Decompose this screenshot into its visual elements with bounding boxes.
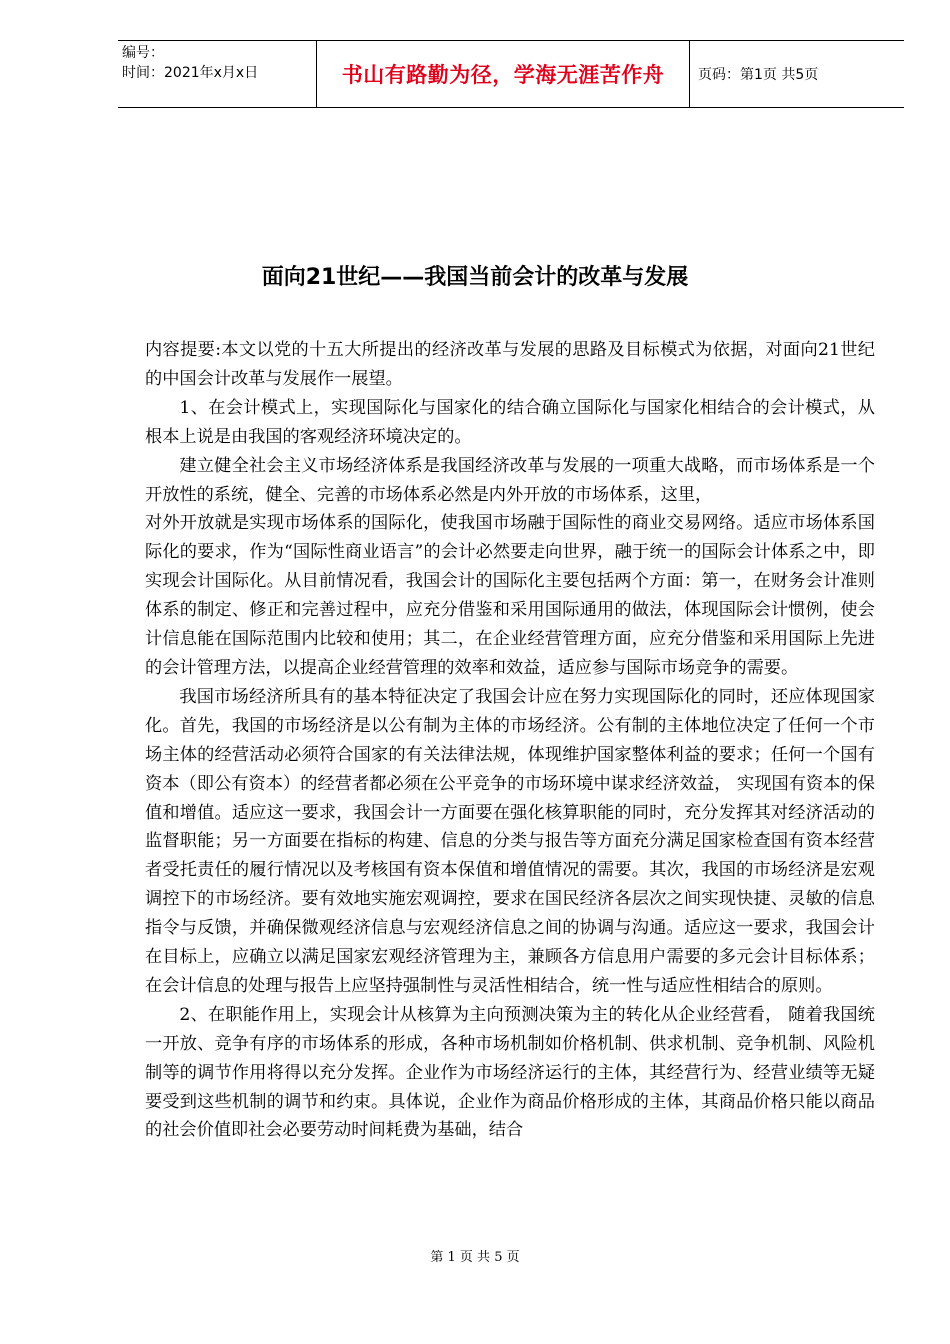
body-paragraph: 我国市场经济所具有的基本特征决定了我国会计应在努力实现国际化的同时，还应体现国家化。首先，我国的市场经济是以公有制为主体的市场经济。公有制的主体地位决定了任何一个市场主体的经营活动必须符合国家的有关法律法规，体现维护国家整体利益的要求；任何一个国有资本（即公有资本）的经营者都必须在公平竞争的市场环境中谋求经济效益， 实现国有资本的保值和增值。适应这一要求，我国会计一方面要在强化核算职能的同时，充分发挥其对经济活动的监督职能；另一方面要在指标的构建、信息的分类与报告等方面充分满足国家检查国有资本经营者受托责任的履行情况以及考核国有资本保值和增值情况的需要。其次，我国的市场经济是宏观调控下的市场经济。要有效地实施宏观调控，要求在国民经济各层次之间实现快捷、灵敏的信息指令与反馈，并确保微观经济信息与宏观经济信息之间的协调与沟通。适应这一要求，我国会计在目标上，应确立以满足国家宏观经济管理为主，兼顾各方信息用户需要的多元会计目标体系；在会计信息的处理与报告上应坚持强制性与灵活性相结合，统一性与适应性相结合的原则。 [145,686,875,996]
header-page-number: 页码：第1页 共5页 [698,67,819,83]
body-paragraph: 建立健全社会主义市场经济体系是我国经济改革与发展的一项重大战略，而市场体系是一个开放性的系统，健全、完善的市场体系必然是内外开放的市场体系，这里， [145,455,875,505]
document-time-label: 时间：2021年x月x日 [122,65,259,81]
header-meta [118,41,316,107]
body-paragraph: 对外开放就是实现市场体系的国际化，使我国市场融于国际性的商业交易网络。适应市场体系国际化的要求，作为“国际性商业语言”的会计必然要走向世界，融于统一的国际会计体系之中，即实现会计国际化。从目前情况看，我国会计的国际化主要包括两个方面：第一，在财务会计准则体系的制定、修正和完善过程中，应充分借鉴和采用国际通用的做法，体现国际会计惯例，使会计信息能在国际范围内比较和使用；其二，在企业经营管理方面，应充分借鉴和采用国际上先进的会计管理方法，以提高企业经营管理的效率和效益，适应参与国际市场竞争的需要。 [145,513,875,678]
page-header [118,40,904,108]
header-motto: 书山有路勤为径，学海无涯苦作舟 [341,63,665,87]
document-body [145,336,875,1145]
document-title: 面向21世纪——我国当前会计的改革与发展 [261,265,689,290]
header-page-cell [690,41,904,107]
header-motto-cell [316,41,690,107]
document-number-label: 编号： [122,45,164,61]
page-footer: 第 1 页 共 5 页 [430,1250,520,1265]
abstract-paragraph: 内容提要:本文以党的十五大所提出的经济改革与发展的思路及目标模式为依据，对面向21世纪的中国会计改革与发展作一展望。 [145,340,875,389]
body-paragraph: 1、在会计模式上，实现国际化与国家化的结合确立国际化与国家化相结合的会计模式，从根本上说是由我国的客观经济环境决定的。 [145,397,875,447]
body-paragraph: 2、在职能作用上，实现会计从核算为主向预测决策为主的转化从企业经营看， 随着我国统一开放、竞争有序的市场体系的形成，各种市场机制如价格机制、供求机制、竞争机制、风险机制等的调节作用将得以充分发挥。企业作为市场经济运行的主体，其经营行为、经营业绩等无疑要受到这些机制的调节和约束。具体说，企业作为商品价格形成的主体，其商品价格只能以商品的社会价值即社会必要劳动时间耗费为基础，结合 [145,1004,875,1141]
